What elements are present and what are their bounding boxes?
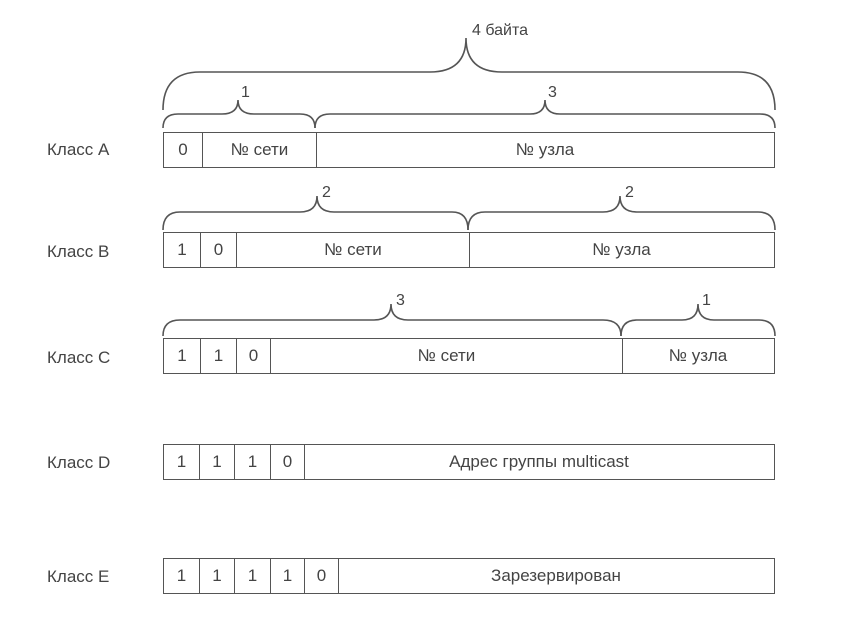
class-d-bit-1: 1 xyxy=(176,452,187,471)
class-c-network-bytes: 3 xyxy=(396,292,405,309)
class-b-network-field: № сети xyxy=(236,233,469,267)
class-e-bit-1: 1 xyxy=(176,566,187,585)
class-e-reserved-field: Зарезервирован xyxy=(338,559,773,593)
class-b-network-bytes: 2 xyxy=(322,184,331,201)
class-e-bit-3: 1 xyxy=(234,559,270,593)
class-c-bit-3: 0 xyxy=(236,339,270,373)
class-d-bit-3: 1 xyxy=(234,445,270,479)
class-c-bit-2: 1 xyxy=(200,339,236,373)
class-c-label: Класс C xyxy=(47,348,111,367)
class-b-bit-1: 1 xyxy=(177,240,187,259)
class-c-address-box xyxy=(163,338,775,374)
class-b-host-field: № узла xyxy=(469,233,773,267)
class-e-bit-4: 1 xyxy=(270,559,304,593)
class-c-host-bytes: 1 xyxy=(702,292,711,309)
class-a-host-field: № узла xyxy=(316,133,773,167)
class-b-label: Класс B xyxy=(47,242,110,261)
class-e-address-box xyxy=(163,558,775,594)
class-c-bit-1: 1 xyxy=(177,346,187,365)
class-a-network-field: № сети xyxy=(202,133,316,167)
class-c-host-field: № узла xyxy=(622,339,773,373)
class-c-network-field: № сети xyxy=(270,339,622,373)
class-a-label: Класс A xyxy=(47,140,110,159)
class-b-host-bytes: 2 xyxy=(625,184,634,201)
class-d-label: Класс D xyxy=(47,453,111,472)
class-e-label: Класс E xyxy=(47,567,110,586)
class-a-network-bytes: 1 xyxy=(241,84,250,101)
class-d-bit-2: 1 xyxy=(199,445,234,479)
total-bytes-label: 4 байта xyxy=(472,22,529,39)
class-a-bit-1: 0 xyxy=(178,140,188,159)
class-d-address-box xyxy=(163,444,775,480)
class-e-bit-5: 0 xyxy=(304,559,338,593)
class-e-bit-2: 1 xyxy=(199,559,234,593)
class-d-bit-4: 0 xyxy=(270,445,304,479)
class-b-bit-2: 0 xyxy=(200,233,236,267)
class-a-host-bytes: 3 xyxy=(548,84,557,101)
class-d-multicast-field: Адрес группы multicast xyxy=(304,445,773,479)
